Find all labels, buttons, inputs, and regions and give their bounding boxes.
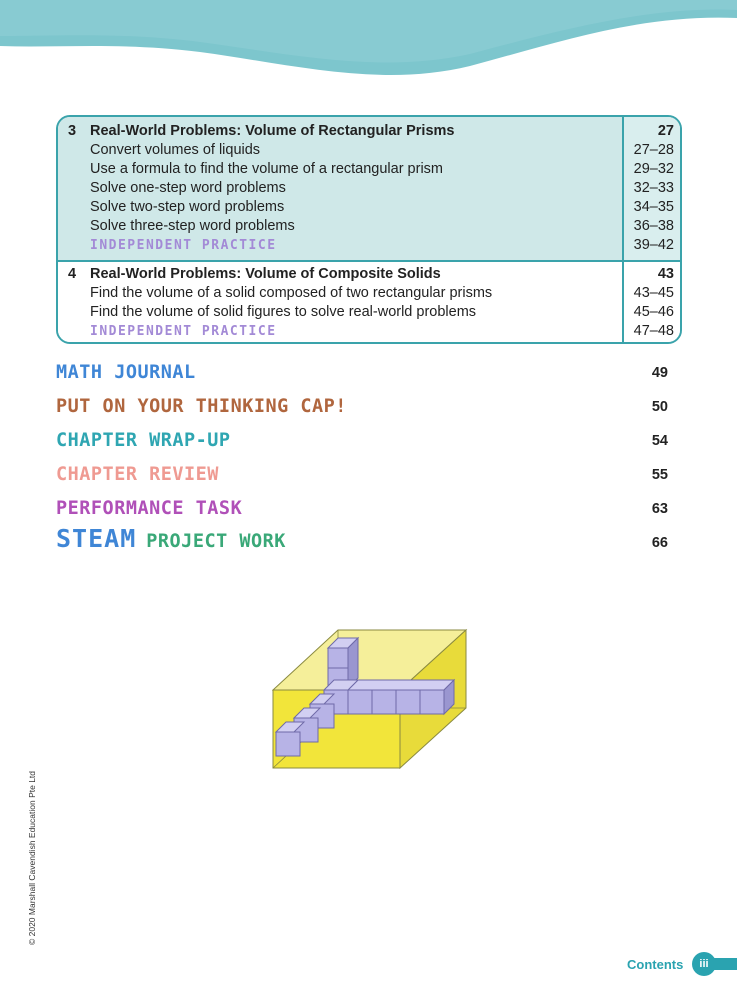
section-performance-task[interactable] (56, 491, 668, 521)
toc-item-label: Solve two-step word problems (90, 199, 285, 215)
toc-row[interactable] (58, 284, 680, 303)
toc-item-label: Solve one-step word problems (90, 180, 286, 196)
toc-item-pages: 29–32 (633, 161, 674, 177)
steam-label (56, 524, 286, 553)
toc-row[interactable] (58, 217, 680, 236)
footer-contents-label: Contents (627, 957, 684, 972)
steam-big-text: STEAM (56, 524, 137, 553)
section-page: 66 (651, 535, 668, 551)
toc-item-label: Find the volume of a solid composed of two rectangular prisms (90, 285, 493, 301)
section-page: 55 (651, 467, 668, 483)
toc-item-label: Solve three-step word problems (90, 218, 295, 234)
section-label: PERFORMANCE TASK (56, 498, 243, 519)
toc-item-pages: 36–38 (633, 218, 674, 234)
section-label: PUT ON YOUR THINKING CAP! (56, 396, 347, 417)
toc-item-pages: 32–33 (633, 180, 674, 196)
toc-item-label: Find the volume of solid figures to solve real-world problems (90, 304, 477, 320)
section-page: 63 (651, 501, 668, 517)
page-column-divider (622, 117, 624, 342)
copyright-notice: © 2020 Marshall Cavendish Education Pte Ltd (27, 770, 37, 945)
toc-row[interactable] (58, 198, 680, 217)
toc-item-pages: 34–35 (633, 199, 674, 215)
toc-row-independent-practice[interactable] (58, 236, 680, 255)
section-page: 50 (651, 399, 668, 415)
independent-practice-label: INDEPENDENT PRACTICE (90, 324, 277, 339)
composite-solid-illustration (272, 628, 468, 770)
toc-row[interactable] (58, 160, 680, 179)
lesson-4-block (58, 262, 680, 344)
section-chapter-review[interactable] (56, 457, 668, 487)
toc-item-pages: 27–28 (633, 142, 674, 158)
lesson-page: 27 (657, 123, 674, 139)
toc-row[interactable] (58, 141, 680, 160)
lesson-number: 3 (68, 123, 77, 139)
toc-item-pages: 45–46 (633, 304, 674, 320)
toc-row[interactable] (58, 179, 680, 198)
lesson-3-title-row[interactable] (58, 122, 680, 141)
header-wave-decoration (0, 0, 737, 80)
toc-item-label: Convert volumes of liquids (90, 142, 261, 158)
lesson-3-block (58, 117, 680, 260)
toc-row-independent-practice[interactable] (58, 322, 680, 341)
section-steam-project-work[interactable] (56, 525, 668, 555)
toc-item-pages: 43–45 (633, 285, 674, 301)
toc-row[interactable] (58, 303, 680, 322)
toc-item-pages: 39–42 (633, 237, 674, 253)
lesson-title: Real-World Problems: Volume of Rectangular Prisms (90, 123, 455, 139)
section-label: CHAPTER WRAP-UP (56, 430, 231, 451)
section-label: MATH JOURNAL (56, 362, 196, 383)
toc-item-label: Use a formula to find the volume of a rectangular prism (90, 161, 443, 177)
lesson-title: Real-World Problems: Volume of Composite Solids (90, 266, 441, 282)
section-thinking-cap[interactable] (56, 389, 668, 419)
lesson-page: 43 (657, 266, 674, 282)
lesson-4-title-row[interactable] (58, 265, 680, 284)
section-label: CHAPTER REVIEW (56, 464, 219, 485)
lessons-table (56, 115, 682, 344)
toc-item-pages: 47–48 (633, 323, 674, 339)
section-page: 54 (651, 433, 668, 449)
lesson-number: 4 (68, 266, 77, 282)
independent-practice-label: INDEPENDENT PRACTICE (90, 238, 277, 253)
steam-small-text: PROJECT WORK (146, 531, 286, 552)
page-number-badge: iii (692, 952, 716, 976)
section-page: 49 (651, 365, 668, 381)
section-math-journal[interactable] (56, 355, 668, 385)
section-chapter-wrap-up[interactable] (56, 423, 668, 453)
